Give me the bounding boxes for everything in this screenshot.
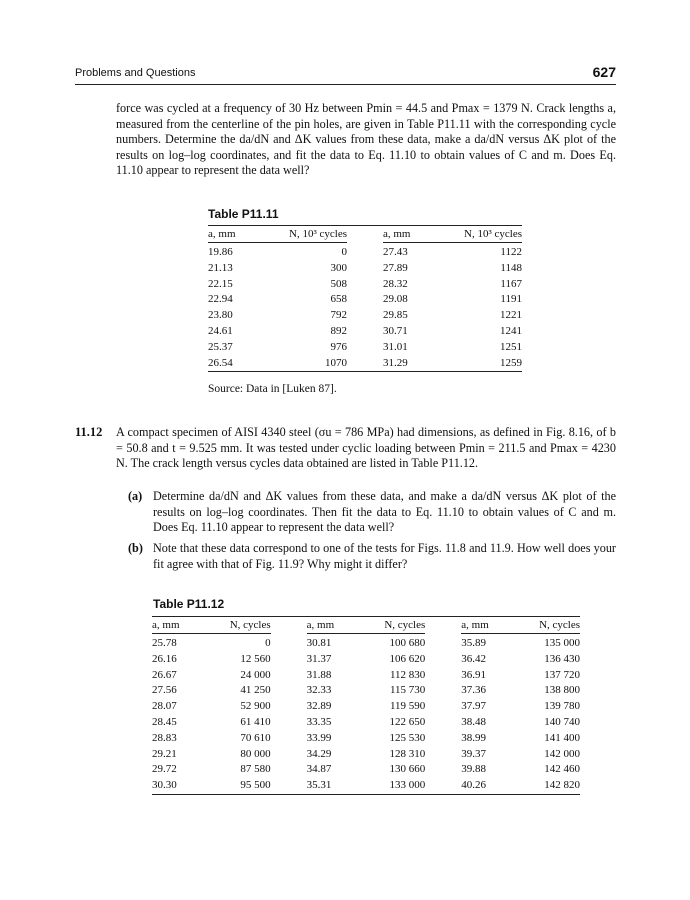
table-cell: 137 720 — [544, 668, 580, 681]
table-row — [152, 668, 580, 684]
table-cell: 27.43 — [382, 246, 408, 258]
table-cell: 31.01 — [382, 340, 408, 353]
table-cell: 28.45 — [152, 715, 177, 728]
table-cell: 140 740 — [544, 715, 580, 728]
column-header: a, mm — [383, 226, 428, 246]
table-cell: 141 400 — [544, 731, 580, 744]
table-cell: 29.85 — [382, 309, 408, 322]
table-cell: 31.88 — [306, 668, 332, 681]
table-cell: 34.87 — [306, 763, 332, 776]
table-cell: 31.37 — [306, 652, 332, 665]
table-cell: 1259 — [500, 356, 522, 369]
table-cell: 70 610 — [240, 731, 271, 744]
table-cell: 38.99 — [461, 731, 487, 744]
table-p11-11 — [208, 225, 522, 372]
table-row — [208, 261, 522, 277]
table-cell: 142 000 — [544, 747, 580, 760]
table-cell: 24 000 — [240, 668, 271, 681]
column-header: a, mm — [152, 617, 200, 637]
table-row — [208, 356, 522, 372]
table-cell: 52 900 — [240, 700, 271, 713]
table-cell: 106 620 — [389, 652, 426, 665]
table-row — [208, 245, 522, 261]
table-cell: 30.30 — [152, 779, 177, 792]
table-cell: 28.07 — [152, 700, 177, 713]
problem-number: 11.12 — [75, 425, 103, 439]
table-p11-12 — [152, 616, 580, 795]
table-cell: 135 000 — [544, 637, 580, 649]
table-row — [208, 292, 522, 308]
table-row — [208, 340, 522, 356]
column-header: N, cycles — [509, 617, 580, 637]
table-cell: 115 730 — [389, 684, 426, 697]
table-row — [152, 747, 580, 763]
column-header: N, cycles — [200, 617, 271, 637]
table-row — [208, 308, 522, 324]
table-cell: 128 310 — [389, 747, 426, 760]
column-header: a, mm — [307, 617, 355, 637]
table-header-row — [208, 226, 522, 246]
table-cell: 39.88 — [461, 763, 487, 776]
table-cell: 36.42 — [461, 652, 487, 665]
table-cell: 33.35 — [306, 715, 332, 728]
table-cell: 30.71 — [382, 324, 408, 337]
table-cell: 26.16 — [152, 652, 177, 665]
table-cell: 28.83 — [152, 731, 177, 744]
table-cell: 95 500 — [240, 779, 271, 792]
table-cell: 80 000 — [240, 747, 271, 760]
table-cell: 142 460 — [544, 763, 580, 776]
table-cell: 36.91 — [461, 668, 487, 681]
table-cell: 1251 — [500, 340, 522, 353]
table-cell: 122 650 — [389, 715, 426, 728]
table-cell: 139 780 — [544, 700, 580, 713]
table-cell: 23.80 — [208, 309, 233, 322]
table-cell: 25.37 — [208, 340, 233, 353]
table-cell: 40.26 — [461, 779, 487, 792]
part-a-label: (a) — [128, 489, 143, 503]
table-cell: 976 — [330, 340, 347, 353]
table-cell: 300 — [330, 261, 347, 274]
table-cell: 29.72 — [152, 763, 177, 776]
table-p11-11-caption: Table P11.11 — [208, 207, 279, 221]
column-header: N, 10³ cycles — [428, 226, 522, 246]
table-cell: 31.29 — [382, 356, 408, 369]
table-cell: 142 820 — [544, 779, 580, 792]
column-header: a, mm — [461, 617, 509, 637]
table-cell: 26.54 — [208, 356, 233, 369]
table-cell: 1221 — [500, 309, 522, 322]
table-cell: 1148 — [500, 261, 522, 274]
table-source-note: Source: Data in [Luken 87]. — [208, 383, 337, 395]
page-number: 627 — [592, 64, 616, 80]
table-cell: 32.33 — [306, 684, 332, 697]
table-cell: 1122 — [500, 246, 522, 258]
table-row — [152, 762, 580, 778]
table-cell: 22.94 — [208, 293, 233, 306]
table-cell: 130 660 — [389, 763, 426, 776]
table-cell: 100 680 — [389, 637, 426, 649]
table-cell: 38.48 — [461, 715, 487, 728]
table-cell: 133 000 — [389, 779, 426, 792]
intro-paragraph: force was cycled at a frequency of 30 Hz between Pmin = 44.5 and Pmax = 1379 N. Crack lengths a, measured from the centerline of the pin holes, are given in Table P11.11 with the corresponding cycle numbers. Determine the da/dN and ΔK values from these data, make a da/dN versus ΔK plot of the results on log–log coordinates, and fit the data to Eq. 11.10 to obtain values of C and m. Does Eq. 11.10 appear to represent the data well? — [116, 101, 616, 178]
table-cell: 30.81 — [306, 637, 332, 649]
table-row — [152, 699, 580, 715]
table-cell: 33.99 — [306, 731, 332, 744]
table-cell: 508 — [330, 277, 347, 290]
table-row — [152, 683, 580, 699]
column-header: a, mm — [208, 226, 253, 246]
table-cell: 37.36 — [461, 684, 487, 697]
table-cell: 792 — [330, 309, 347, 322]
table-cell: 12 560 — [240, 652, 271, 665]
table-row — [152, 652, 580, 668]
problem-statement: A compact specimen of AISI 4340 steel (σu = 786 MPa) had dimensions, as defined in Fig. 8.16, of b = 50.8 and t = 9.525 mm. It was tested under cyclic loading between Pmin = 211.5 and Pmax = 4230 N. The crack length versus cycles data obtained are listed in Table P11.12. — [116, 425, 616, 471]
table-cell: 22.15 — [208, 277, 233, 290]
table-cell: 35.89 — [461, 637, 487, 649]
table-cell: 32.89 — [306, 700, 332, 713]
running-header — [75, 62, 616, 85]
table-cell: 41 250 — [240, 684, 271, 697]
table-cell: 29.08 — [382, 293, 408, 306]
table-cell: 26.67 — [152, 668, 177, 681]
table-cell: 61 410 — [240, 715, 271, 728]
table-cell: 29.21 — [152, 747, 177, 760]
table-cell: 0 — [341, 246, 347, 258]
table-header-row — [152, 617, 580, 637]
table-row — [152, 715, 580, 731]
part-b-label: (b) — [128, 541, 143, 555]
table-cell: 1070 — [324, 356, 347, 369]
table-cell: 19.86 — [208, 246, 233, 258]
table-cell: 24.61 — [208, 324, 233, 337]
table-cell: 28.32 — [382, 277, 408, 290]
table-cell: 125 530 — [389, 731, 426, 744]
table-cell: 1191 — [500, 293, 522, 306]
table-cell: 1167 — [500, 277, 522, 290]
table-cell: 658 — [330, 293, 347, 306]
table-cell: 1241 — [500, 324, 522, 337]
table-cell: 136 430 — [544, 652, 580, 665]
table-cell: 35.31 — [306, 779, 332, 792]
table-cell: 892 — [330, 324, 347, 337]
table-cell: 25.78 — [152, 637, 177, 649]
table-cell: 39.37 — [461, 747, 487, 760]
table-p11-12-caption: Table P11.12 — [153, 597, 225, 611]
table-cell: 27.56 — [152, 684, 177, 697]
table-row — [208, 324, 522, 340]
table-cell: 27.89 — [382, 261, 408, 274]
table-cell: 34.29 — [306, 747, 332, 760]
column-header: N, 10³ cycles — [253, 226, 347, 246]
table-cell: 87 580 — [240, 763, 271, 776]
table-row — [152, 731, 580, 747]
table-cell: 112 830 — [389, 668, 426, 681]
part-a-text: Determine da/dN and ΔK values from these data, and make a da/dN versus ΔK plot of the results on log–log coordinates. Then fit the data to Eq. 11.10 to obtain values of C and m. Does Eq. 11.10 appear to represent the data well? — [153, 489, 616, 535]
table-cell: 138 800 — [544, 684, 580, 697]
part-b-text: Note that these data correspond to one of the tests for Figs. 11.8 and 11.9. How well does your fit agree with that of Fig. 11.9? Why might it differ? — [153, 541, 616, 571]
table-row — [208, 277, 522, 293]
section-title: Problems and Questions — [75, 67, 196, 79]
table-cell: 0 — [265, 637, 271, 649]
table-row — [152, 778, 580, 794]
column-header: N, cycles — [354, 617, 425, 637]
table-row — [152, 636, 580, 652]
table-cell: 119 590 — [389, 700, 426, 713]
table-cell: 21.13 — [208, 261, 233, 274]
table-cell: 37.97 — [461, 700, 487, 713]
